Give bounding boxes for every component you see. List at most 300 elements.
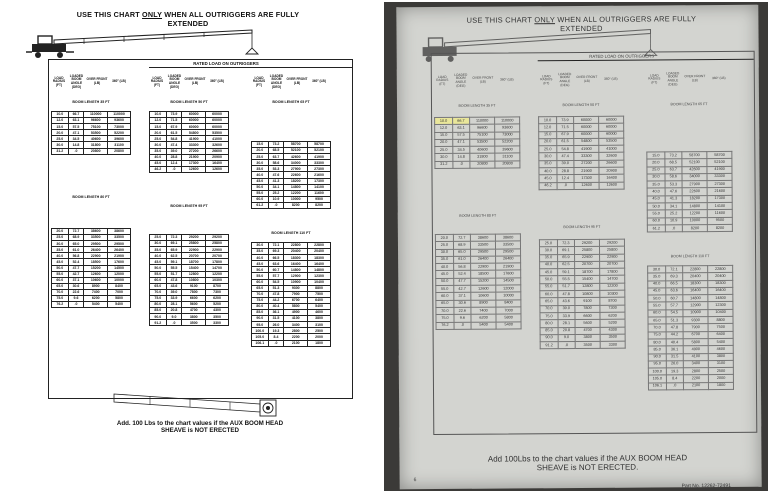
360-cell: 38600 — [496, 234, 521, 241]
360-cell: 60000 — [599, 131, 624, 138]
360-cell: 41000 — [206, 136, 229, 142]
angle-cell: 47.8 — [268, 291, 284, 297]
radius-cell: 85.0 — [540, 327, 558, 334]
load-table-65 — [646, 151, 733, 233]
radius-cell: 85.0 — [648, 346, 666, 353]
radius-cell: 70.0 — [436, 307, 454, 314]
360-cell: 25800 — [206, 241, 229, 247]
radius-cell: 50.0 — [436, 278, 454, 285]
360-cell: 33500 — [108, 235, 131, 241]
over-front-cell: 4700 — [575, 327, 601, 334]
radius-cell: 61.2 — [252, 202, 269, 208]
360-cell: 60000 — [599, 123, 624, 130]
over-front-cell: 18700 — [182, 259, 206, 265]
360-cell: 2000 — [709, 375, 734, 382]
over-front-cell: 20800 — [470, 161, 496, 168]
header-angle: LOADED BOOM ANGLE (DEG) — [167, 73, 182, 89]
over-front-cell: 12900 — [683, 302, 709, 309]
360-cell: 14800 — [708, 295, 733, 302]
over-front-cell: 5800 — [683, 339, 709, 346]
angle-cell: .0 — [666, 383, 683, 390]
radius-cell: 45.0 — [436, 271, 454, 278]
angle-cell: 33.9 — [166, 295, 182, 301]
angle-cell: 59.1 — [557, 269, 574, 276]
radius-cell: 85.0 — [252, 310, 269, 316]
360-cell: 29500 — [108, 241, 131, 247]
angle-cell: 43.6 — [166, 283, 182, 289]
over-front-cell: 7800 — [575, 305, 601, 312]
page-number: 6 — [413, 477, 417, 484]
360-cell: 2500 — [308, 328, 331, 334]
over-front-cell: 2100 — [683, 382, 709, 389]
header-angle: LOADED BOOM ANGLE (DEG) — [269, 73, 284, 89]
angle-cell: 47.1 — [453, 139, 470, 146]
load-table-80 — [435, 233, 522, 329]
360-cell: 17300 — [707, 195, 732, 202]
angle-cell: 39.0 — [166, 148, 182, 154]
radius-cell: 76.2 — [52, 302, 69, 308]
radius-cell: 55.0 — [648, 302, 666, 309]
360-cell: 20400 — [308, 249, 331, 255]
over-front-cell: 34000 — [284, 160, 308, 166]
angle-cell: 69.1 — [166, 241, 182, 247]
over-front-cell: 4900 — [284, 310, 308, 316]
angle-cell: 53.3 — [268, 166, 284, 172]
radius-cell: 65.0 — [648, 317, 666, 324]
radius-cell: 30.0 — [539, 247, 557, 254]
angle-cell: 34.5 — [68, 136, 84, 142]
over-front-cell: 20700 — [182, 253, 206, 259]
over-front-cell: 7900 — [284, 291, 308, 297]
radius-cell: 75.0 — [540, 313, 558, 320]
360-cell: 6400 — [708, 331, 733, 338]
angle-cell: 52.4 — [454, 271, 471, 278]
360-cell: 17300 — [308, 178, 331, 184]
360-cell: 8800 — [708, 317, 733, 324]
angle-cell: .0 — [68, 148, 84, 154]
radius-cell: 40.0 — [648, 280, 666, 287]
over-front-cell: 40600 — [84, 136, 108, 142]
360-cell: 20900 — [206, 154, 229, 160]
over-front-cell: 12800 — [182, 271, 206, 277]
radius-cell: 40.0 — [647, 188, 665, 195]
over-front-cell: 17300 — [182, 160, 206, 166]
radius-cell: 31.2 — [435, 161, 453, 168]
over-front-cell: 18700 — [574, 269, 600, 276]
360-cell: 4600 — [308, 310, 331, 316]
angle-cell: 42.7 — [454, 285, 471, 292]
radius-cell: 10.0 — [150, 112, 167, 118]
radius-cell: 45.0 — [150, 160, 167, 166]
group-label-80: BOOM LENGTH 80 FT — [459, 213, 497, 218]
360-cell: 1800 — [308, 340, 331, 346]
radius-cell: 12.0 — [150, 118, 167, 124]
radius-cell: 20.0 — [435, 139, 453, 146]
360-cell: 7000 — [496, 307, 521, 314]
over-front-cell: 4100 — [683, 353, 709, 360]
360-cell: 14100 — [308, 184, 331, 190]
header-over-front: OVER FRONT (LB) — [86, 77, 108, 85]
over-front-cell: 18300 — [284, 255, 308, 261]
load-table-50 — [538, 116, 625, 191]
radius-cell: 60.0 — [436, 293, 454, 300]
360-cell: 12000 — [108, 271, 131, 277]
angle-cell: 72.3 — [166, 235, 182, 241]
360-cell: 52200 — [108, 130, 131, 136]
table-row — [150, 320, 229, 326]
radius-cell: 65.0 — [540, 298, 558, 305]
header-over-front: OVER FRONT (LB) — [576, 75, 598, 83]
chart-title: USE THIS CHART ONLY WHEN ALL OUTRIGGERS ARE FULLY EXTENDED — [76, 10, 300, 28]
over-front-cell: 4700 — [182, 308, 206, 314]
angle-cell: 20.8 — [166, 308, 182, 314]
360-cell: 21600 — [308, 172, 331, 178]
radius-cell: 80.0 — [648, 339, 666, 346]
radius-cell: 55.0 — [52, 271, 69, 277]
radius-cell: 30.0 — [150, 142, 167, 148]
over-front-cell: 4100 — [284, 316, 308, 322]
angle-cell: 43.6 — [558, 298, 575, 305]
radius-cell: 70.0 — [150, 289, 167, 295]
angle-cell: 8.4 — [666, 375, 683, 382]
radius-cell: 40.0 — [52, 253, 69, 259]
radius-cell: 30.0 — [647, 174, 665, 181]
header-360: 360° (LB) — [210, 79, 224, 84]
360-cell: 58700 — [707, 151, 732, 158]
group-label-65: BOOM LENGTH 65 FT — [670, 102, 708, 107]
radius-cell: 15.0 — [647, 152, 665, 159]
radius-cell: 40.0 — [436, 264, 454, 271]
angle-cell: 54.5 — [666, 310, 683, 317]
radius-cell: 55.0 — [252, 190, 269, 196]
360-cell: 5400 — [108, 302, 131, 308]
radius-cell: 25.0 — [52, 235, 69, 241]
load-table-95 — [539, 239, 626, 350]
360-cell: 3500 — [206, 314, 229, 320]
radius-cell: 15.0 — [150, 124, 167, 130]
360-cell: 11600 — [308, 190, 331, 196]
part-number: Part No. 12262-72491 — [681, 482, 731, 490]
angle-cell: 67.9 — [166, 124, 182, 130]
360-cell: 8400 — [108, 283, 131, 289]
over-front-cell: 22800 — [682, 266, 708, 273]
radius-cell: 35.0 — [150, 247, 167, 253]
radius-cell: 45.0 — [52, 259, 69, 265]
angle-cell: .0 — [166, 320, 182, 326]
angle-cell: 44.2 — [268, 297, 284, 303]
angle-cell: 12.4 — [166, 160, 182, 166]
radius-cell: 15.0 — [539, 131, 557, 138]
over-front-cell: 27200 — [574, 160, 600, 167]
360-cell: 14700 — [600, 276, 625, 283]
360-cell: 41000 — [599, 145, 624, 152]
radius-cell: 30.0 — [252, 243, 269, 249]
header-radius: LOAD RADIUS (FT) — [52, 75, 66, 87]
360-cell: 12300 — [308, 273, 331, 279]
angle-cell: .0 — [453, 161, 470, 168]
over-front-cell: 12600 — [471, 285, 497, 292]
angle-cell: 63.1 — [68, 118, 84, 124]
radius-cell: 76.2 — [436, 322, 454, 329]
radius-cell: 50.0 — [648, 295, 666, 302]
360-cell: 22900 — [206, 247, 229, 253]
radius-cell: 25.0 — [435, 242, 453, 249]
over-front-cell: 6200 — [471, 314, 497, 321]
360-cell: 60000 — [206, 118, 229, 124]
360-cell: 21900 — [108, 253, 131, 259]
angle-cell: 54.5 — [268, 279, 284, 285]
radius-cell: 45.0 — [648, 288, 666, 295]
radius-cell: 70.0 — [648, 324, 666, 331]
360-cell: 5400 — [496, 321, 521, 328]
over-front-cell: 31800 — [84, 142, 108, 148]
over-front-cell: 22600 — [682, 188, 708, 195]
360-cell: 5400 — [708, 338, 733, 345]
360-cell: 25800 — [600, 246, 625, 253]
load-table-110 — [251, 242, 331, 347]
angle-cell: 37.1 — [68, 277, 84, 283]
radius-cell: 20.0 — [150, 130, 167, 136]
over-front-cell: 6700 — [683, 331, 709, 338]
radius-cell: 50.0 — [647, 203, 665, 210]
angle-cell: 58.6 — [268, 160, 284, 166]
header-360: 360° (LB) — [312, 79, 326, 84]
radius-cell: 15.0 — [252, 142, 269, 148]
radius-cell: 25.0 — [252, 154, 269, 160]
360-cell: 8700 — [206, 283, 229, 289]
radius-cell: 31.2 — [52, 148, 69, 154]
angle-cell: 30.6 — [68, 283, 84, 289]
table-row — [52, 302, 131, 308]
radius-cell: 70.0 — [540, 305, 558, 312]
angle-cell: 33.9 — [558, 312, 575, 319]
header-radius: LOAD RADIUS (FT) — [540, 73, 553, 86]
over-front-cell: 12200 — [284, 190, 308, 196]
over-front-cell: 22600 — [284, 172, 308, 178]
angle-cell: 65.9 — [557, 254, 574, 261]
over-front-cell: 14800 — [284, 184, 308, 190]
radius-cell: 20.0 — [252, 148, 269, 154]
360-cell: 41900 — [707, 166, 732, 173]
radius-cell: 55.0 — [150, 271, 167, 277]
over-front-cell: 52100 — [284, 148, 308, 154]
radius-cell: 90.0 — [540, 335, 558, 342]
angle-cell: 61.5 — [557, 138, 574, 145]
radius-cell: 61.2 — [647, 225, 665, 232]
360-cell: 17600 — [108, 259, 131, 265]
angle-cell: 59.1 — [166, 259, 182, 265]
angle-cell: 72.3 — [557, 240, 574, 247]
over-front-cell: 3500 — [182, 320, 206, 326]
over-front-cell: 18500 — [84, 259, 108, 265]
over-front-cell: 14800 — [683, 295, 709, 302]
group-label-80: BOOM LENGTH 80 FT — [72, 195, 110, 199]
table-row — [539, 182, 624, 190]
360-cell: 16400 — [308, 261, 331, 267]
angle-cell: 28.1 — [558, 320, 575, 327]
radius-cell: 60.0 — [540, 291, 558, 298]
angle-cell: 47.1 — [68, 130, 84, 136]
over-front-cell: 10000 — [284, 196, 308, 202]
radius-cell: 30.0 — [648, 266, 666, 273]
angle-cell: 9.0 — [166, 314, 182, 320]
over-front-cell: 33300 — [182, 142, 206, 148]
radius-cell: 10.0 — [435, 117, 453, 124]
360-cell: 17800 — [206, 259, 229, 265]
360-cell: 4300 — [206, 308, 229, 314]
360-cell: 14500 — [108, 265, 131, 271]
angle-cell: 19.3 — [666, 368, 683, 375]
over-front-cell: 16400 — [683, 287, 709, 294]
group-label-35: BOOM LENGTH 35 FT — [72, 100, 110, 104]
angle-cell: 65.0 — [453, 249, 470, 256]
angle-cell: 58.6 — [665, 174, 682, 181]
angle-cell: 36.1 — [666, 346, 683, 353]
over-front-cell: 18300 — [683, 280, 709, 287]
360-cell: 16400 — [599, 175, 624, 182]
radius-cell: 106.1 — [648, 383, 666, 390]
angle-cell: 9.0 — [558, 334, 575, 341]
angle-cell: .0 — [166, 166, 182, 172]
radius-cell: 50.0 — [52, 265, 69, 271]
360-cell: 12600 — [206, 166, 229, 172]
angle-cell: 20.8 — [558, 327, 575, 334]
360-cell: 6400 — [308, 297, 331, 303]
over-front-cell: 8900 — [84, 283, 108, 289]
radius-cell: 40.0 — [540, 262, 558, 269]
over-front-cell: 75100 — [84, 124, 108, 130]
over-front-cell: 6600 — [575, 312, 601, 319]
table-row — [540, 341, 625, 349]
over-front-cell: 5400 — [471, 322, 497, 329]
angle-cell: 62.5 — [166, 253, 182, 259]
radius-cell: 10.0 — [539, 117, 557, 124]
radius-cell: 55.0 — [436, 285, 454, 292]
clean-chart-page — [18, 2, 348, 488]
360-cell: 60000 — [206, 112, 229, 118]
radius-cell: 105.0 — [252, 334, 269, 340]
group-label-65: BOOM LENGTH 65 FT — [272, 100, 310, 104]
radius-cell: 60.0 — [647, 218, 665, 225]
360-cell: 8200 — [708, 224, 733, 231]
360-cell: 20700 — [600, 261, 625, 268]
over-front-cell: 14800 — [284, 267, 308, 273]
360-cell: 52100 — [308, 148, 331, 154]
360-cell: 12300 — [708, 302, 733, 309]
angle-cell: 34.1 — [665, 203, 682, 210]
angle-cell: 57.7 — [268, 273, 284, 279]
360-cell: 14100 — [708, 203, 733, 210]
over-front-cell: 8200 — [284, 202, 308, 208]
angle-cell: 53.3 — [665, 181, 682, 188]
radius-cell: 70.0 — [52, 289, 69, 295]
angle-cell: 26.0 — [268, 322, 284, 328]
radius-cell: 65.0 — [252, 285, 269, 291]
over-front-cell: 2100 — [284, 340, 308, 346]
radius-cell: 50.0 — [252, 184, 269, 190]
over-front-cell: 29200 — [574, 239, 600, 246]
360-cell: 110000 — [108, 112, 131, 118]
360-cell: 10000 — [108, 277, 131, 283]
photo-of-chart — [384, 2, 768, 491]
radius-cell: 70.0 — [252, 291, 269, 297]
360-cell: 7300 — [206, 289, 229, 295]
angle-cell: 9.6 — [454, 315, 471, 322]
radius-cell: 90.0 — [150, 314, 167, 320]
angle-cell: 69.3 — [666, 273, 683, 280]
360-cell: 11600 — [708, 210, 733, 217]
angle-cell: 56.8 — [68, 253, 84, 259]
angle-cell: 72.1 — [268, 243, 284, 249]
over-front-cell: 22800 — [284, 243, 308, 249]
angle-cell: 26.0 — [666, 361, 683, 368]
angle-cell: 71.5 — [556, 124, 573, 131]
360-cell: 33300 — [707, 173, 732, 180]
360-cell: 22900 — [600, 254, 625, 261]
over-front-cell: 15400 — [575, 276, 601, 283]
over-front-cell: 12600 — [182, 166, 206, 172]
360-cell: 60000 — [599, 116, 624, 123]
360-cell: 58700 — [308, 142, 331, 148]
over-front-cell: 53500 — [470, 139, 496, 146]
angle-cell: 31.5 — [666, 353, 683, 360]
over-front-cell: 7800 — [182, 289, 206, 295]
radius-cell: 30.0 — [539, 153, 557, 160]
over-front-cell: 41900 — [182, 136, 206, 142]
over-front-cell: 60000 — [574, 131, 600, 138]
360-cell: 14800 — [308, 267, 331, 273]
over-front-cell: 20700 — [574, 261, 600, 268]
aux-sheave-sketch-icon — [110, 390, 290, 424]
360-cell: 7300 — [600, 305, 625, 312]
radius-cell: 50.0 — [150, 265, 167, 271]
header-angle: LOADED BOOM ANGLE (DEG) — [558, 71, 572, 87]
angle-cell: .0 — [68, 302, 84, 308]
table-row — [252, 334, 331, 340]
360-cell: 5200 — [206, 302, 229, 308]
radius-cell: 35.0 — [539, 160, 557, 167]
radius-cell: 25.0 — [150, 136, 167, 142]
360-cell: 32600 — [599, 153, 624, 160]
over-front-cell: 3500 — [575, 342, 601, 349]
angle-cell: 51.3 — [268, 285, 284, 291]
360-cell: 33500 — [496, 241, 521, 248]
radius-cell: 60.0 — [150, 277, 167, 283]
header-over-front: OVER FRONT (LB) — [684, 74, 706, 83]
over-front-cell: 18200 — [682, 195, 708, 202]
360-cell: 33300 — [308, 160, 331, 166]
crane-outline-icon — [24, 22, 274, 60]
radius-cell: 90.0 — [252, 316, 269, 322]
360-cell: 93600 — [495, 124, 520, 131]
over-front-cell: 15400 — [182, 265, 206, 271]
radius-cell: 60.0 — [52, 277, 69, 283]
table-row — [252, 328, 331, 334]
360-cell: 16400 — [206, 160, 229, 166]
360-cell: 8800 — [308, 285, 331, 291]
angle-cell: 68.5 — [665, 159, 682, 166]
360-cell: 32600 — [206, 142, 229, 148]
group-label-50: BOOM LENGTH 50 FT — [562, 102, 600, 108]
360-cell: 4600 — [709, 346, 734, 353]
360-cell: 31100 — [108, 142, 131, 148]
angle-cell: 39.0 — [558, 305, 575, 312]
360-cell: 3100 — [308, 322, 331, 328]
angle-cell: 47.8 — [166, 277, 182, 283]
radius-cell: 55.0 — [647, 210, 665, 217]
radius-cell: 55.0 — [540, 283, 558, 290]
angle-cell: 28.8 — [166, 154, 182, 160]
